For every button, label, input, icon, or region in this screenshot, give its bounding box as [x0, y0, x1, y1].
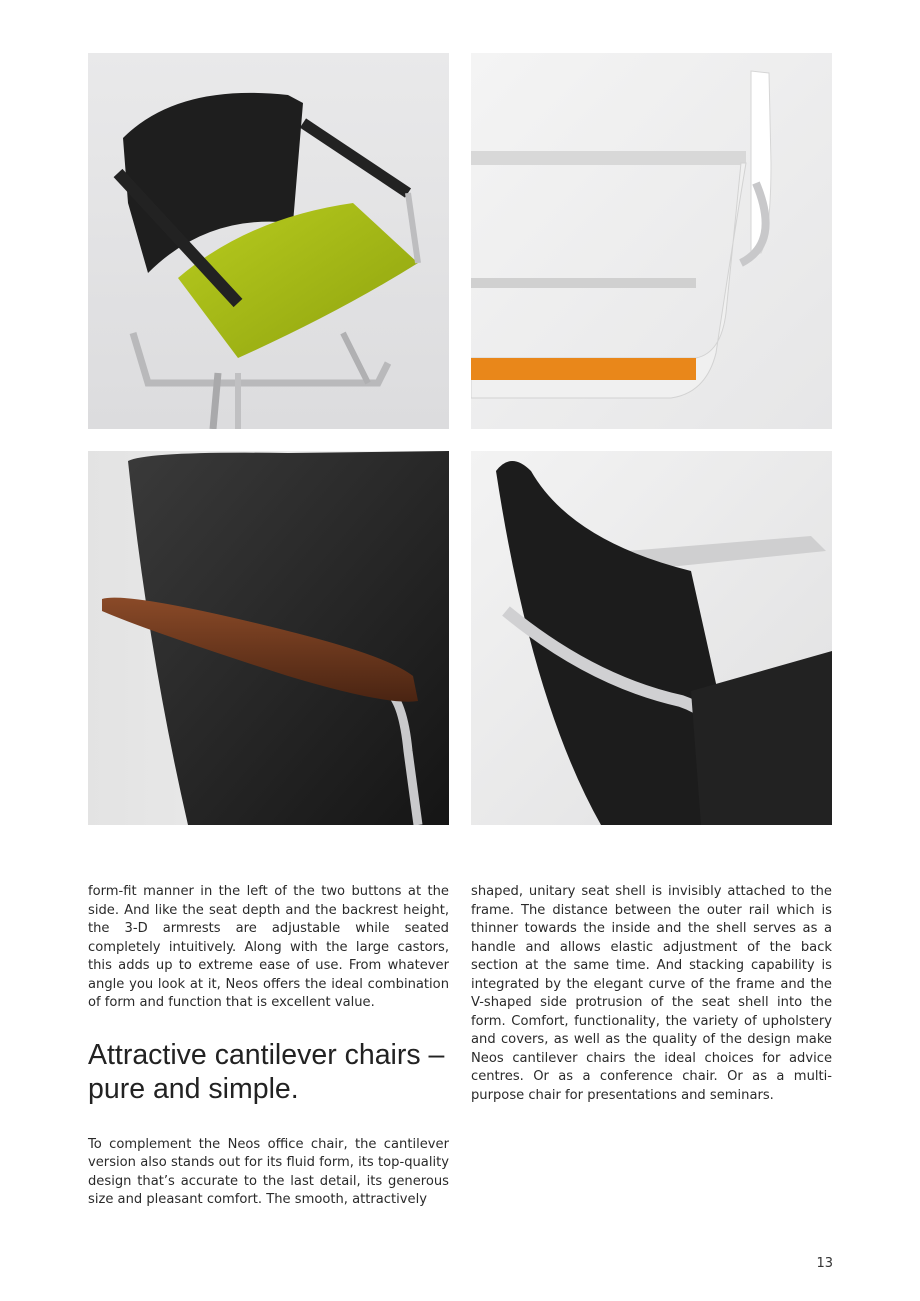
- paragraph-ease-of-use: form-fit manner in the left of the two buttons at the side. And like the seat depth and the backrest height, the 3-D armrests are adjustable while seated completely intuitively. Along with the large castors, this adds up to extreme ease of use. From whatever angle you look at it, Neos offers the ideal combination of form and function that is excellent value.: [88, 884, 449, 1011]
- paragraph-cantilever-details: shaped, unitary seat shell is invisibly attached to the frame. The distance between the outer rail which is thinner towards the inside and the shell serves as a handle and allows elastic adjustment of the back section at the same time. And stacking capability is integrated by the elegant curve of the frame and the V-shaped side protrusion of the seat shell into the form. Comfort, functionality, the variety of upholstery and covers, as well as the quality of the design make Neos cantilever chairs the ideal choices for advice centres. Or as a conference chair. Or as a multi-purpose chair for presentations and seminars.: [471, 884, 832, 1104]
- paragraph-cantilever-intro: To complement the Neos office chair, the cantilever version also stands out for its fluid form, its top-quality design that’s accurate to the last detail, its generous size and pleasant comfort. The smooth, attractively: [88, 1136, 449, 1208]
- page-number: 13: [816, 1256, 833, 1271]
- photo-chair-white-orange-seat: [471, 53, 832, 429]
- text-column-right: [471, 883, 832, 1106]
- section-heading: Attractive cantilever chairs – pure and simple.: [88, 1038, 445, 1105]
- photo-chair-wooden-armrest: [88, 451, 449, 825]
- photo-chair-chrome-handle: [471, 451, 832, 825]
- text-column-left: [88, 883, 449, 1210]
- photo-chair-green-seat: [88, 53, 449, 429]
